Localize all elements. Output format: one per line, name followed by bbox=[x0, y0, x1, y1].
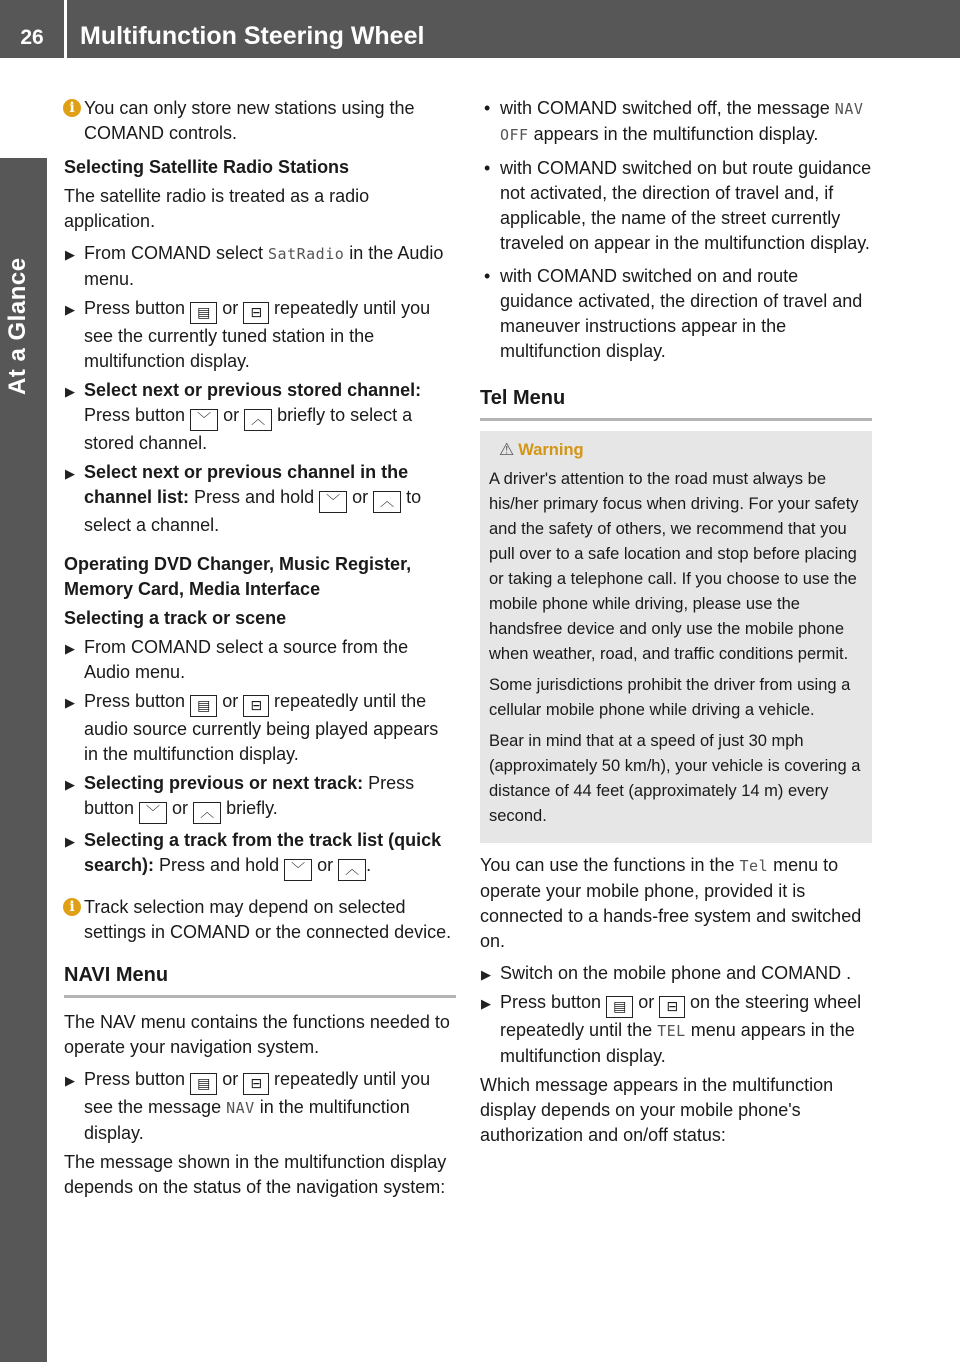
up-button-icon: ︿ bbox=[244, 409, 272, 431]
display-right-button-icon: ⊟ bbox=[659, 996, 685, 1018]
step-arrow-icon: ▶ bbox=[481, 967, 491, 982]
display-left-button-icon: ▤ bbox=[190, 695, 217, 717]
down-button-icon: ﹀ bbox=[190, 409, 218, 431]
up-button-icon: ︿ bbox=[373, 491, 401, 513]
step-arrow-icon: ▶ bbox=[65, 466, 75, 481]
side-tab bbox=[0, 58, 47, 1362]
up-button-icon: ︿ bbox=[338, 859, 366, 881]
warning-triangle-icon: ⚠ bbox=[499, 440, 515, 459]
page-number: 26 bbox=[20, 26, 44, 49]
step-arrow-icon: ▶ bbox=[65, 1073, 75, 1088]
info-icon: i bbox=[63, 898, 81, 916]
paragraph: The NAV menu contains the functions needed to operate your navigation system. bbox=[64, 1012, 450, 1057]
step: ▶ Switch on the mobile phone and COMAND . bbox=[480, 961, 872, 986]
step: ▶ From COMAND select a source from the Audio menu. bbox=[65, 637, 409, 682]
step: ▶ Press button ▤ or ⊟ on the steering wheel repeatedly until the TEL menu appears in the multifunction display. bbox=[481, 992, 862, 1066]
info-icon: i bbox=[63, 99, 81, 117]
step-arrow-icon: ▶ bbox=[481, 996, 491, 1011]
section-title-navi: NAVI Menu bbox=[64, 963, 456, 998]
paragraph: The satellite radio is treated as a radio application. bbox=[64, 186, 370, 231]
info-note: i Track selection may depend on selected settings in COMAND or the connected device. bbox=[64, 895, 456, 945]
down-button-icon: ﹀ bbox=[139, 802, 167, 824]
step-arrow-icon: ▶ bbox=[65, 834, 75, 849]
step-arrow-icon: ▶ bbox=[65, 777, 75, 792]
display-right-button-icon: ⊟ bbox=[243, 302, 269, 324]
step: ▶ Selecting previous or next track: Press button ﹀ or ︿ briefly. bbox=[64, 771, 456, 824]
step-arrow-icon: ▶ bbox=[65, 641, 75, 656]
bullet-item: • with COMAND switched on and route guidance activated, the direction of travel and maneuver instructions appear in the multifunction display. bbox=[484, 266, 863, 361]
display-left-button-icon: ▤ bbox=[606, 996, 633, 1018]
side-tab-gap bbox=[0, 58, 47, 158]
down-button-icon: ﹀ bbox=[284, 859, 312, 881]
step: ▶ Press button ▤ or ⊟ repeatedly until you see the message NAV in the multifunction display. bbox=[65, 1069, 431, 1143]
display-right-button-icon: ⊟ bbox=[243, 1073, 269, 1095]
section-title-tel: Tel Menu bbox=[480, 386, 872, 421]
paragraph: Which message appears in the multifunction display depends on your mobile phone's authorization and on/off status: bbox=[480, 1075, 834, 1145]
step: ▶ From COMAND select SatRadio in the Audio menu. bbox=[65, 243, 444, 289]
right-column bbox=[480, 96, 872, 1155]
subheading: Selecting Satellite Radio Stations bbox=[64, 157, 350, 177]
bullet-item: • with COMAND switched off, the message NAV OFF appears in the multifunction display. bbox=[484, 98, 864, 144]
subheading: Operating DVD Changer, Music Register, Memory Card, Media Interface bbox=[64, 554, 412, 599]
left-column bbox=[64, 96, 456, 1207]
step: ▶ Select next or previous channel in the channel list: Press and hold ﹀ or ︿ to select a channel. bbox=[65, 462, 422, 535]
step: ▶ Selecting a track from the track list (quick search): Press and hold ﹀ or ︿ . bbox=[64, 828, 456, 881]
warning-text: Some jurisdictions prohibit the driver from using a cellular mobile phone while driving a vehicle. bbox=[489, 676, 851, 719]
info-note: i You can only store new stations using the COMAND controls. bbox=[64, 96, 456, 146]
up-button-icon: ︿ bbox=[193, 802, 221, 824]
bullet-item: • with COMAND switched on but route guidance not activated, the direction of travel and, if applicable, the name of the street currently traveled on appear in the multifunction display. bbox=[484, 158, 872, 253]
warning-label: Warning bbox=[518, 441, 584, 459]
warning-box bbox=[480, 431, 872, 843]
step-arrow-icon: ▶ bbox=[65, 695, 75, 710]
step: ▶ Press button ▤ or ⊟ repeatedly until you see the currently tuned station in the multifunction display. bbox=[65, 298, 431, 371]
down-button-icon: ﹀ bbox=[319, 491, 347, 513]
page-title: Multifunction Steering Wheel bbox=[80, 22, 425, 50]
paragraph: You can use the functions in the Tel menu to operate your mobile phone, provided it is connected to a hands-free system and switched on. bbox=[480, 855, 862, 951]
warning-text: Bear in mind that at a speed of just 30 mph (approximately 50 km/h), your vehicle is covering a distance of 44 feet (approximately 14 m) every second. bbox=[489, 732, 861, 825]
display-right-button-icon: ⊟ bbox=[243, 695, 269, 717]
step: ▶ Select next or previous stored channel: Press button ﹀ or ︿ briefly to select a stored channel. bbox=[65, 380, 422, 453]
header-divider bbox=[64, 0, 67, 58]
step: ▶ Press button ▤ or ⊟ repeatedly until the audio source currently being played appears in the multifunction display. bbox=[65, 691, 439, 764]
step-arrow-icon: ▶ bbox=[65, 302, 75, 317]
display-left-button-icon: ▤ bbox=[190, 1073, 217, 1095]
step-arrow-icon: ▶ bbox=[65, 247, 75, 262]
subheading: Selecting a track or scene bbox=[64, 608, 287, 628]
step-arrow-icon: ▶ bbox=[65, 384, 75, 399]
section-label: At a Glance bbox=[4, 257, 31, 395]
display-left-button-icon: ▤ bbox=[190, 302, 217, 324]
warning-text: A driver's attention to the road must always be his/her primary focus when driving. For your safety and the safety of others, we recommend that you pull over to a safe location and stop before placing or taking a telephone call. If you choose to use the mobile phone while driving, please use the handsfree device and only use the mobile phone when weather, road, and traffic conditions permit. bbox=[489, 470, 859, 663]
paragraph: The message shown in the multifunction display depends on the status of the navigation system: bbox=[64, 1152, 447, 1197]
